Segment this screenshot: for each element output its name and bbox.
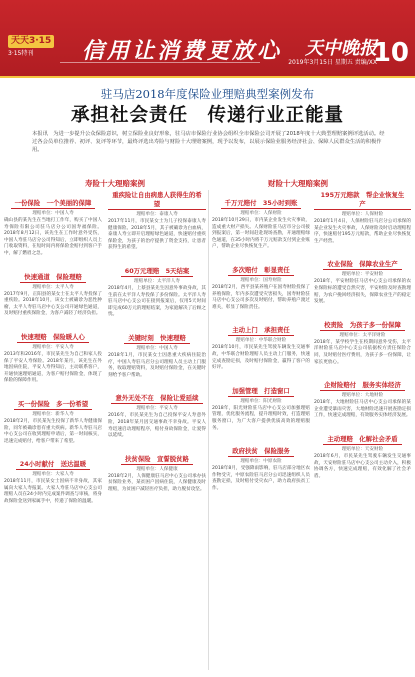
case-header	[314, 426, 411, 452]
case-title: 一份保险 一个美丽的保障	[11, 198, 96, 209]
case-unit: 理赔单位：国寿财险	[240, 277, 282, 283]
case-article	[212, 317, 310, 371]
case-body: 2018年，大地财险驻马店中心支公司承保的某企业遭受暴雨灾害，大地财险迅速开展查勘定损工作，快速完成理赔，有效服务实体经济发展。	[314, 400, 411, 419]
case-header	[4, 264, 102, 290]
case-unit: 理赔单位：大家人寿	[32, 472, 74, 478]
case-header	[108, 325, 206, 351]
case-article	[108, 258, 206, 319]
corner-tag: 天天3·15	[8, 35, 54, 48]
case-body: 2018年1月，市民某女士因患重大疾病住院治疗，中国人寿驻马店分公司理赔人员主动上门服务，收取理赔资料，及时赔付保险金，在关键时刻给予客户帮助。	[108, 352, 206, 378]
case-header	[212, 378, 310, 404]
column-property-2	[314, 190, 411, 486]
case-body: 2018年6月，市民某先生驾驶车辆发生交通事故，天安财险驻马店中心支公司主动介入，积极协调各方，快速完成理赔，有效化解了社会矛盾。	[314, 453, 411, 479]
case-title: 重疾险让自由病患人获得生的希望	[108, 190, 206, 210]
case-header	[314, 372, 411, 398]
case-article	[108, 446, 206, 494]
case-body: 2018年2月，西平县某养殖户在国寿财险投保了养殖保险，年内多次遭受灾害损失，国寿财险驻马店中心支公司多次及时赔付，帮助养殖户渡过难关，彰显了保险责任。	[212, 284, 310, 310]
case-title: 60万元理赔 5天结案	[121, 266, 193, 277]
case-header	[4, 324, 102, 350]
case-header	[314, 312, 411, 338]
case-article	[212, 190, 310, 251]
case-title: 校责险 为孩子多一份保障	[320, 320, 405, 331]
case-title: 关键时刻 快速理赔	[124, 333, 190, 344]
case-body: 2018年8月，受强降雨影响，驻马店部分地区农作物受灾，中原农险驻马店分公司迅速组织人员查勘定损，及时赔付受灾农户，助力政府扶贫工作。	[212, 466, 310, 491]
case-body: 2018年2月，人保健康驻马店中心支公司承办扶贫保险业务，某贫困户因病住院，人保健康及时理赔，为贫困户减轻医疗负担，助力脱贫攻坚。	[108, 473, 206, 492]
case-body: 2018年，平安财险驻马店中心支公司承保的农业保险标的遭受自然灾害，平安财险及时查勘理赔，为农户挽回经济损失，保障农业生产的稳定发展。	[314, 279, 411, 305]
case-body: 2017年9月，正阳县的某女士在太平人寿投保了重疾险。2018年10月，该女士被确诊为恶性肿瘤，太平人寿驻马店中心支公司开通绿色通道，及时赔付重疾保险金，为客户减轻了经济负担。	[4, 291, 102, 317]
paper-logo: 天中晚报	[305, 38, 377, 59]
case-article	[314, 426, 411, 480]
case-title: 农业保险 保障农业生产	[323, 259, 401, 270]
case-article	[314, 190, 411, 245]
column-divider	[208, 190, 209, 670]
case-article	[108, 325, 206, 379]
header-band	[0, 0, 415, 78]
case-unit: 理赔单位：中华联合财险	[235, 338, 287, 344]
case-body: 2018年11月，市民某女士因病不幸身故，其家属向大家人寿报案。大家人寿驻马店中心支公司理赔人员在24小时内完成案件调查与审核，将身故保险金送到家属手中，传递了保险的温暖。	[4, 479, 102, 505]
headline-subtitle: 驻马店2018年度保险业理赔典型案例发布	[100, 87, 315, 101]
corner-sub: 3·15特刊	[8, 50, 34, 57]
case-body: 2018年4月，上蔡县某先生因意外事故身故，其生前在太平洋人寿投保了多份保险。太平洋人寿驻马店中心支公司在接到报案后，仅用5天时间即完成60万元的理赔结案，为家庭解决了后顾之忧。	[108, 285, 206, 318]
case-header	[212, 190, 310, 216]
case-unit: 理赔单位：平安财险	[341, 272, 384, 278]
case-header	[212, 317, 310, 343]
issue-info: 2019年3月15日 星期五 责编/XX	[288, 59, 377, 66]
case-title: 快速理赔 保险暖人心	[17, 332, 89, 343]
intro-paragraph: 本报讯 为进一步提升公众保险意识，树立保险业良好形象，驻马店市保险行业协会组织全市保险公司开展了2018年度十大典型理赔案例评选活动。经过各会员单位推荐、初评、复评等环节，最终评选出寿险与财险十大理赔案例，现予以发布，以展示保险业服务经济社会、保障人民群众生活的积极作用。	[32, 131, 385, 153]
case-unit: 理赔单位：中国人寿	[32, 211, 74, 216]
case-unit: 理赔单位：人保财险	[341, 212, 384, 217]
case-header	[108, 385, 206, 411]
case-article	[4, 190, 102, 258]
case-unit: 理赔单位：中国人寿	[136, 345, 178, 351]
case-title: 主动上门 承担责任	[228, 325, 294, 336]
section-property	[268, 178, 328, 189]
case-unit: 理赔单位：平安人寿	[32, 344, 74, 350]
case-article	[314, 251, 411, 305]
case-title: 企财险赔付 服务实体经济	[320, 380, 405, 391]
case-unit: 理赔单位：新华人寿	[32, 411, 74, 417]
case-unit: 理赔单位：大地财险	[341, 393, 384, 399]
case-header	[108, 258, 206, 284]
case-unit: 理赔单位：太平洋人寿	[134, 278, 180, 284]
case-unit: 理赔单位：泰康人寿	[136, 212, 178, 217]
case-body: 2018年1月4日，人保财险驻马店分公司承保的某企业发生火灾事故，人保财险及时启动理赔程序，快速赔付195万元赔款，帮助企业尽快恢复生产经营。	[314, 219, 411, 244]
case-article	[108, 385, 206, 439]
masthead-title: 信用让消费更放心	[82, 38, 283, 64]
case-header	[108, 446, 206, 472]
case-title: 多次赔付 彰显责任	[228, 265, 294, 276]
case-header	[314, 190, 411, 217]
case-header	[314, 251, 411, 277]
case-article	[4, 264, 102, 318]
case-body: 2018年2月，市民某先生投保了新华人寿健康保险，同年被确诊患有重大疾病。新华人寿驻马店中心支公司在收到理赔申请后，第一时间核实，迅速完成赔付，给客户带来了希望。	[4, 418, 102, 444]
case-article	[212, 378, 310, 432]
case-header	[4, 451, 102, 477]
case-body: 2018年，某学校学生在校期间意外受伤，太平洋财险驻马店中心支公司依据校方责任保险合同，及时赔付医疗费用，为孩子多一份保障，让家长更放心。	[314, 339, 411, 365]
case-body: 2016年，市民某先生为自己投保平安人寿意外险，2018年某月因交通事故不幸身故。平安人寿迅速启动理赔程序，赔付身故保险金，让爱得以延续。	[108, 413, 206, 439]
column-life-2	[108, 190, 206, 499]
case-header	[4, 391, 102, 417]
column-property-1	[212, 190, 310, 498]
case-unit: 理赔单位：平安人寿	[136, 406, 178, 412]
case-article	[108, 190, 206, 252]
case-title: 千万元赔付 35小时到账	[221, 198, 302, 209]
case-unit: 理赔单位：人保健康	[136, 466, 178, 472]
case-body: 2013年和2016年，市民某先生为自己和家人投保了平安人寿保险。2018年某月，该先生在外地因病住院，平安人寿得知后，主动联系客户，开通快速理赔通道，为客户赔付保险金，体现了保险的保障作用。	[4, 351, 102, 384]
case-title: 买一份保险 多一份希望	[14, 399, 92, 410]
case-header	[4, 190, 102, 216]
case-article	[314, 312, 411, 366]
case-header	[108, 190, 206, 217]
section-life-label: 寿险十大理赔案例	[85, 179, 145, 188]
case-title: 195万元赔款 帮企业恢复生产	[314, 190, 411, 210]
case-body: 确山县的某先生在当地打工作年，购买了中国人寿保险有限公司驻马店分公司国寿福保险。2018年8月12日，该先生在工作时意外受伤，中国人寿驻马店分公司得知后，立即组织人员上门收取资料，在短时间内将保险金赔付到客户手中，解了燃眉之急。	[4, 218, 102, 256]
column-life-1	[4, 190, 102, 512]
case-unit: 理赔单位：天安财险	[341, 446, 384, 452]
case-unit: 理赔单位：阳光财险	[240, 398, 282, 404]
case-body: 2018年10月，市民某先生驾驶车辆发生交通事故，中华联合财险理赔人员主动上门服务，快速完成查勘定损，及时赔付保险金，赢得了客户的好评。	[212, 345, 310, 371]
case-unit: 理赔单位：太平人寿	[32, 284, 74, 290]
case-article	[4, 451, 102, 505]
case-unit: 理赔单位：人保财险	[240, 211, 282, 216]
case-header	[212, 257, 310, 283]
case-body: 2017年11月，市民某女士为儿子投保泰康人寿健康保险。2018年5月，其子被确诊为白血病，泰康人寿立即开启理赔绿色通道，快速赔付重疾保险金，为孩子的治疗提供了资金支持，让患者获得生的希望。	[108, 219, 206, 251]
case-unit: 理赔单位：中原农险	[240, 459, 282, 465]
case-title: 扶贫保险 宣誓脱贫路	[121, 454, 193, 465]
section-property-label: 财险十大理赔案例	[268, 179, 328, 188]
section-life	[85, 178, 145, 189]
case-title: 意外无处不在 保险让爱延续	[111, 393, 202, 404]
headline-title: 承担社会责任 传递行业正能量	[70, 105, 344, 126]
case-article	[4, 391, 102, 445]
case-article	[212, 257, 310, 311]
case-title: 政府扶贫 保险服务	[228, 446, 294, 457]
case-title: 主动理赔 化解社会矛盾	[323, 434, 401, 445]
case-article	[212, 438, 310, 492]
page-number: 10	[372, 38, 409, 68]
case-title: 快速通道 保险理赔	[20, 272, 86, 283]
case-body: 2018年，阳光财险驻马店中心支公司加强理赔管理，优化服务流程，提升理赔时效，打造理赔服务窗口，为广大客户提供优质高效的理赔服务。	[212, 405, 310, 431]
case-body: 2018年10月29日，市内某企业发生火灾事故，造成重大财产损失。人保财险驻马店市分公司接到报案后，第一时间赶赴现场查勘，开通理赔绿色通道，在35小时内将千万元赔款支付到企业账户，帮助企业尽快恢复生产。	[212, 218, 310, 250]
case-header	[212, 438, 310, 464]
case-article	[4, 324, 102, 385]
case-title: 24小时献付 送达温暖	[16, 459, 90, 470]
case-unit: 理赔单位：太平洋财险	[339, 332, 386, 338]
case-title: 加强管理 打造窗口	[228, 386, 294, 397]
case-article	[314, 372, 411, 420]
